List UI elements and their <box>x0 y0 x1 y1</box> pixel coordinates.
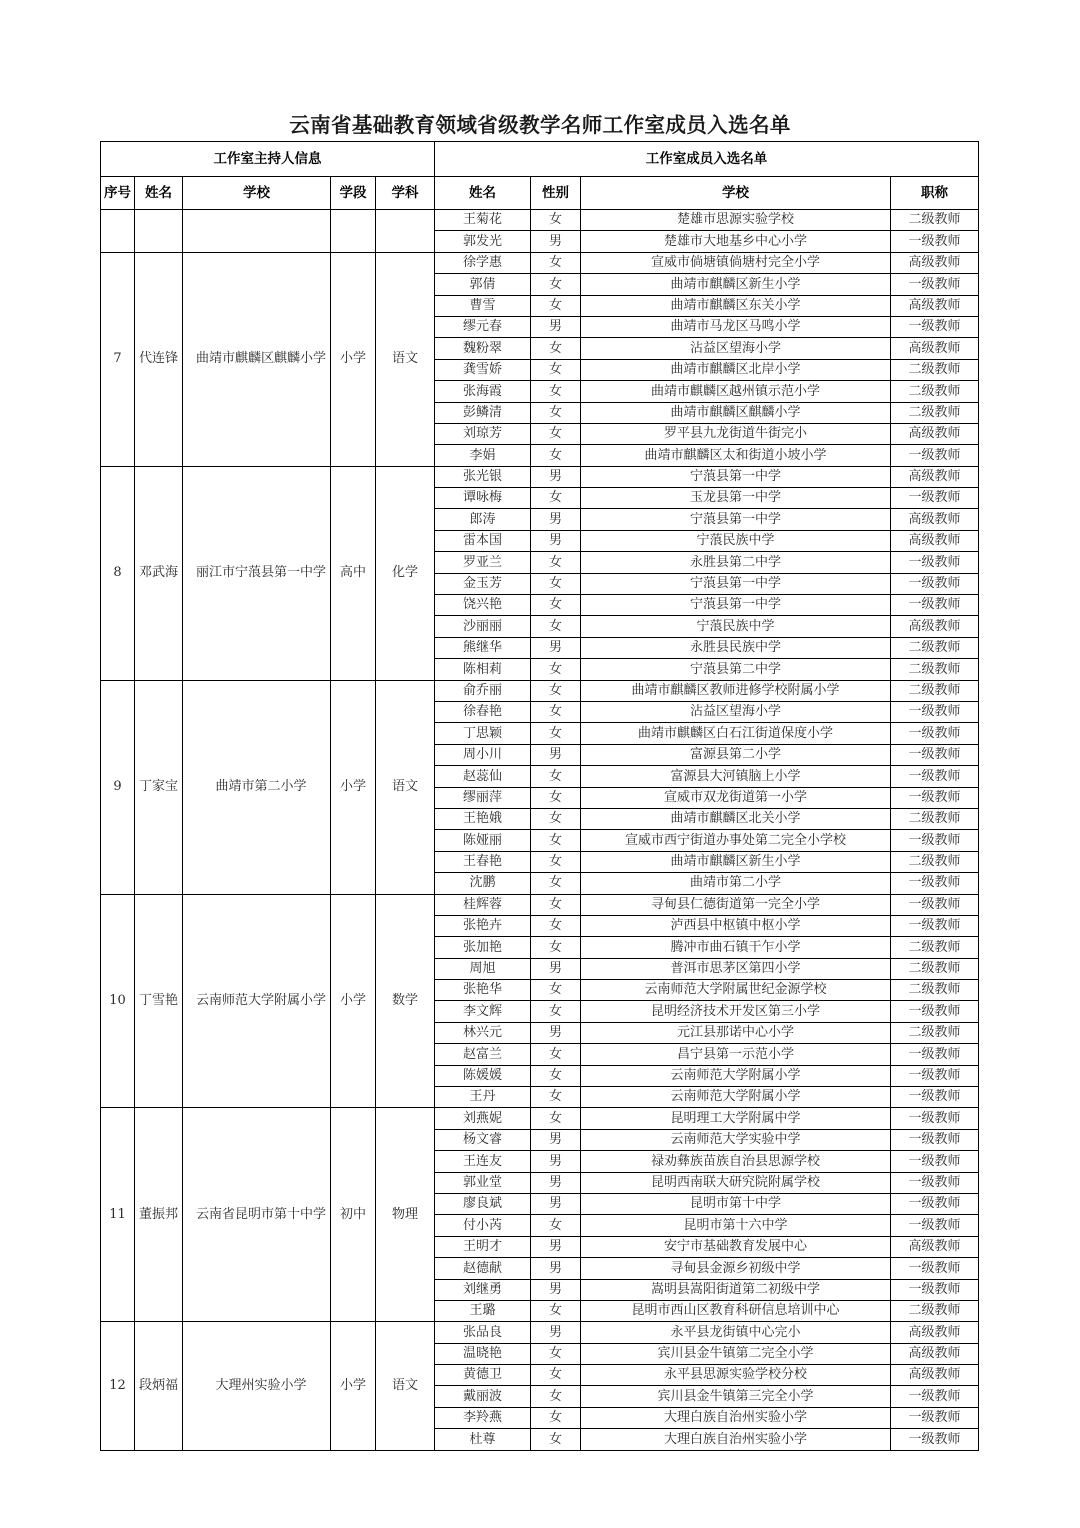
cell-subject: 语文 <box>376 1322 435 1450</box>
cell-member-school: 永平县龙街镇中心完小 <box>581 1322 891 1343</box>
cell-gender: 女 <box>531 1001 581 1022</box>
cell-title: 二级教师 <box>891 637 979 658</box>
cell-member-school: 曲靖市麒麟区太和街道小坡小学 <box>581 445 891 466</box>
cell-member-name: 罗亚兰 <box>435 552 531 573</box>
cell-gender: 女 <box>531 295 581 316</box>
cell-title: 一级教师 <box>891 552 979 573</box>
cell-title: 一级教师 <box>891 445 979 466</box>
cell-title: 一级教师 <box>891 1087 979 1108</box>
cell-member-school: 富源县大河镇脑上小学 <box>581 766 891 787</box>
cell-member-name: 李羚燕 <box>435 1407 531 1428</box>
cell-member-school: 宣威市倘塘镇倘塘村完全小学 <box>581 252 891 273</box>
cell-member-name: 张艳华 <box>435 980 531 1001</box>
cell-member-school: 大理白族自治州实验小学 <box>581 1429 891 1450</box>
cell-gender: 女 <box>531 359 581 380</box>
cell-member-school: 沾益区望海小学 <box>581 701 891 722</box>
cell-member-school: 曲靖市麒麟区新生小学 <box>581 851 891 872</box>
cell-gender: 女 <box>531 659 581 680</box>
cell-title: 一级教师 <box>891 1129 979 1150</box>
cell-title: 二级教师 <box>891 210 979 231</box>
cell-title: 高级教师 <box>891 1365 979 1386</box>
cell-member-name: 廖良斌 <box>435 1193 531 1214</box>
cell-gender: 女 <box>531 1429 581 1450</box>
cell-seq: 8 <box>101 466 135 680</box>
table-row <box>101 1108 979 1129</box>
cell-member-school: 楚雄市思源实验学校 <box>581 210 891 231</box>
cell-member-school: 富源县第二小学 <box>581 744 891 765</box>
cell-host-school <box>183 210 331 253</box>
cell-host-school <box>183 466 331 680</box>
cell-host-school <box>183 1322 331 1450</box>
cell-member-name: 戴丽波 <box>435 1386 531 1407</box>
cell-member-name: 丁思颖 <box>435 723 531 744</box>
cell-gender: 女 <box>531 381 581 402</box>
cell-gender: 女 <box>531 1044 581 1065</box>
cell-member-school: 曲靖市麒麟区北岸小学 <box>581 359 891 380</box>
cell-gender: 男 <box>531 1151 581 1172</box>
cell-member-name: 饶兴艳 <box>435 595 531 616</box>
cell-title: 一级教师 <box>891 766 979 787</box>
cell-host-school <box>183 1108 331 1322</box>
cell-member-name: 龚雪娇 <box>435 359 531 380</box>
cell-title: 一级教师 <box>891 1172 979 1193</box>
cell-seq: 7 <box>101 252 135 466</box>
cell-member-school: 禄劝彝族苗族自治县思源学校 <box>581 1151 891 1172</box>
cell-gender: 男 <box>531 958 581 979</box>
cell-gender: 男 <box>531 744 581 765</box>
cell-title: 高级教师 <box>891 616 979 637</box>
cell-member-school: 大理白族自治州实验小学 <box>581 1407 891 1428</box>
cell-member-name: 付小芮 <box>435 1215 531 1236</box>
cell-member-name: 林兴元 <box>435 1022 531 1043</box>
cell-title: 高级教师 <box>891 252 979 273</box>
cell-member-school: 宁蒗县第一中学 <box>581 595 891 616</box>
cell-title: 一级教师 <box>891 573 979 594</box>
cell-member-name: 李文辉 <box>435 1001 531 1022</box>
cell-member-name: 刘琼芳 <box>435 423 531 444</box>
cell-host-name: 邓武海 <box>135 466 183 680</box>
cell-seq: 11 <box>101 1108 135 1322</box>
cell-member-school: 寻甸县仁德街道第一完全小学 <box>581 894 891 915</box>
column-header-row <box>101 177 979 210</box>
cell-member-school: 永平县思源实验学校分校 <box>581 1365 891 1386</box>
cell-title: 一级教师 <box>891 894 979 915</box>
roster-table-container <box>100 141 978 1451</box>
cell-title: 一级教师 <box>891 1215 979 1236</box>
host-school-text: 云南省昆明市第十中学 <box>195 1207 326 1223</box>
cell-member-school: 罗平县九龙街道牛街完小 <box>581 423 891 444</box>
cell-member-name: 沙丽丽 <box>435 616 531 637</box>
table-header <box>101 142 979 210</box>
cell-member-school: 昆明市第十六中学 <box>581 1215 891 1236</box>
cell-gender: 女 <box>531 701 581 722</box>
cell-gender: 女 <box>531 573 581 594</box>
cell-member-name: 俞乔丽 <box>435 680 531 701</box>
cell-seq <box>101 210 135 253</box>
cell-member-school: 玉龙县第一中学 <box>581 488 891 509</box>
cell-member-school: 曲靖市麒麟区东关小学 <box>581 295 891 316</box>
cell-gender: 男 <box>531 1172 581 1193</box>
cell-stage: 小学 <box>331 1322 376 1450</box>
column-header-host-name: 姓名 <box>135 177 183 210</box>
cell-gender: 女 <box>531 595 581 616</box>
cell-gender: 女 <box>531 723 581 744</box>
cell-gender: 女 <box>531 1215 581 1236</box>
cell-member-name: 陈媛媛 <box>435 1065 531 1086</box>
cell-subject <box>376 210 435 253</box>
cell-gender: 女 <box>531 210 581 231</box>
cell-subject: 物理 <box>376 1108 435 1322</box>
cell-title: 一级教师 <box>891 1279 979 1300</box>
cell-member-school: 曲靖市马龙区马鸣小学 <box>581 316 891 337</box>
cell-subject: 语文 <box>376 680 435 894</box>
cell-member-name: 徐学惠 <box>435 252 531 273</box>
cell-host-name: 丁家宝 <box>135 680 183 894</box>
cell-gender: 女 <box>531 1407 581 1428</box>
cell-member-name: 杜尊 <box>435 1429 531 1450</box>
cell-member-school: 永胜县民族中学 <box>581 637 891 658</box>
cell-member-school: 昌宁县第一示范小学 <box>581 1044 891 1065</box>
cell-member-name: 周小川 <box>435 744 531 765</box>
column-header-seq: 序号 <box>101 177 135 210</box>
host-school-text: 曲靖市麒麟区麒麟小学 <box>195 351 326 367</box>
cell-host-name: 董振邦 <box>135 1108 183 1322</box>
cell-member-school: 昆明市第十中学 <box>581 1193 891 1214</box>
roster-table <box>100 141 979 1451</box>
cell-member-school: 宁蒗民族中学 <box>581 616 891 637</box>
cell-member-name: 王璐 <box>435 1300 531 1321</box>
cell-member-name: 郭发光 <box>435 231 531 252</box>
cell-title: 一级教师 <box>891 1429 979 1450</box>
cell-gender: 男 <box>531 1279 581 1300</box>
cell-title: 高级教师 <box>891 423 979 444</box>
cell-member-name: 李娟 <box>435 445 531 466</box>
cell-gender: 男 <box>531 509 581 530</box>
cell-member-school: 沾益区望海小学 <box>581 338 891 359</box>
cell-member-name: 刘燕妮 <box>435 1108 531 1129</box>
cell-title: 一级教师 <box>891 1193 979 1214</box>
cell-member-name: 缪丽萍 <box>435 787 531 808</box>
cell-member-name: 张海霞 <box>435 381 531 402</box>
cell-member-school: 腾冲市曲石镇干乍小学 <box>581 937 891 958</box>
cell-stage: 小学 <box>331 252 376 466</box>
cell-gender: 女 <box>531 894 581 915</box>
cell-title: 一级教师 <box>891 830 979 851</box>
cell-gender: 女 <box>531 915 581 936</box>
cell-member-school: 宁蒗县第一中学 <box>581 573 891 594</box>
cell-member-name: 张加艳 <box>435 937 531 958</box>
cell-member-name: 魏粉翠 <box>435 338 531 359</box>
cell-member-school: 曲靖市麒麟区白石江街道保度小学 <box>581 723 891 744</box>
cell-gender: 男 <box>531 1022 581 1043</box>
cell-member-school: 寻甸县金源乡初级中学 <box>581 1258 891 1279</box>
column-header-subject: 学科 <box>376 177 435 210</box>
host-school-text: 大理州实验小学 <box>215 1378 307 1394</box>
column-header-member-school: 学校 <box>581 177 891 210</box>
cell-gender: 女 <box>531 488 581 509</box>
cell-member-name: 杨文睿 <box>435 1129 531 1150</box>
cell-stage: 小学 <box>331 680 376 894</box>
cell-member-name: 温晓艳 <box>435 1343 531 1364</box>
group-header-members: 工作室成员入选名单 <box>435 142 979 177</box>
cell-title: 一级教师 <box>891 1108 979 1129</box>
cell-gender: 男 <box>531 466 581 487</box>
cell-member-name: 郭倩 <box>435 274 531 295</box>
cell-title: 二级教师 <box>891 680 979 701</box>
cell-title: 一级教师 <box>891 1044 979 1065</box>
cell-title: 二级教师 <box>891 402 979 423</box>
cell-gender: 女 <box>531 787 581 808</box>
cell-member-school: 宁蒗县第一中学 <box>581 466 891 487</box>
cell-title: 一级教师 <box>891 488 979 509</box>
cell-gender: 女 <box>531 616 581 637</box>
cell-member-name: 曹雪 <box>435 295 531 316</box>
page-title: 云南省基础教育领域省级教学名师工作室成员入选名单 <box>289 113 791 137</box>
cell-title: 一级教师 <box>891 1065 979 1086</box>
cell-gender: 女 <box>531 252 581 273</box>
cell-host-name: 段炳福 <box>135 1322 183 1450</box>
cell-gender: 女 <box>531 1108 581 1129</box>
cell-gender: 女 <box>531 445 581 466</box>
column-header-title: 职称 <box>891 177 979 210</box>
cell-title: 一级教师 <box>891 744 979 765</box>
cell-member-name: 王艳娥 <box>435 808 531 829</box>
cell-member-name: 谭咏梅 <box>435 488 531 509</box>
cell-gender: 女 <box>531 274 581 295</box>
cell-title: 一级教师 <box>891 1001 979 1022</box>
cell-member-school: 曲靖市麒麟区麒麟小学 <box>581 402 891 423</box>
cell-gender: 女 <box>531 1087 581 1108</box>
cell-gender: 女 <box>531 423 581 444</box>
cell-seq: 9 <box>101 680 135 894</box>
cell-title: 二级教师 <box>891 937 979 958</box>
cell-member-school: 宾川县金牛镇第二完全小学 <box>581 1343 891 1364</box>
cell-gender: 男 <box>531 637 581 658</box>
cell-title: 一级教师 <box>891 873 979 894</box>
cell-title: 二级教师 <box>891 381 979 402</box>
cell-host-school <box>183 680 331 894</box>
cell-gender: 女 <box>531 937 581 958</box>
cell-stage <box>331 210 376 253</box>
column-header-gender: 性别 <box>531 177 581 210</box>
cell-title: 二级教师 <box>891 958 979 979</box>
table-row <box>101 1322 979 1343</box>
cell-member-school: 昆明经济技术开发区第三小学 <box>581 1001 891 1022</box>
cell-gender: 女 <box>531 1065 581 1086</box>
host-school-text: 丽江市宁蒗县第一中学 <box>195 565 326 581</box>
cell-member-name: 张光银 <box>435 466 531 487</box>
table-row <box>101 466 979 487</box>
cell-title: 一级教师 <box>891 701 979 722</box>
cell-member-school: 曲靖市麒麟区教师进修学校附属小学 <box>581 680 891 701</box>
cell-gender: 女 <box>531 338 581 359</box>
table-body <box>101 210 979 1451</box>
cell-member-name: 刘继勇 <box>435 1279 531 1300</box>
cell-member-school: 曲靖市麒麟区新生小学 <box>581 274 891 295</box>
table-row <box>101 210 979 231</box>
cell-gender: 女 <box>531 980 581 1001</box>
cell-gender: 女 <box>531 680 581 701</box>
cell-title: 高级教师 <box>891 338 979 359</box>
cell-member-school: 云南师范大学实验中学 <box>581 1129 891 1150</box>
cell-title: 一级教师 <box>891 1386 979 1407</box>
cell-member-name: 张艳卉 <box>435 915 531 936</box>
cell-member-name: 王明才 <box>435 1236 531 1257</box>
cell-title: 一级教师 <box>891 231 979 252</box>
cell-gender: 女 <box>531 402 581 423</box>
cell-subject: 数学 <box>376 894 435 1108</box>
cell-gender: 女 <box>531 1365 581 1386</box>
cell-title: 二级教师 <box>891 1300 979 1321</box>
cell-gender: 男 <box>531 1322 581 1343</box>
cell-member-name: 周旭 <box>435 958 531 979</box>
host-school-text: 曲靖市第二小学 <box>215 779 307 795</box>
cell-member-name: 王丹 <box>435 1087 531 1108</box>
cell-gender: 女 <box>531 766 581 787</box>
cell-title: 二级教师 <box>891 808 979 829</box>
cell-title: 高级教师 <box>891 1343 979 1364</box>
cell-gender: 女 <box>531 808 581 829</box>
cell-member-name: 张品良 <box>435 1322 531 1343</box>
cell-host-name: 代连锋 <box>135 252 183 466</box>
cell-title: 高级教师 <box>891 295 979 316</box>
column-header-stage: 学段 <box>331 177 376 210</box>
cell-member-school: 泸西县中枢镇中枢小学 <box>581 915 891 936</box>
cell-member-school: 宾川县金牛镇第三完全小学 <box>581 1386 891 1407</box>
cell-member-school: 云南师范大学附属小学 <box>581 1065 891 1086</box>
cell-member-name: 沈鹏 <box>435 873 531 894</box>
cell-member-name: 赵富兰 <box>435 1044 531 1065</box>
cell-subject: 语文 <box>376 252 435 466</box>
table-row <box>101 680 979 701</box>
cell-gender: 男 <box>531 1129 581 1150</box>
cell-member-name: 黄德卫 <box>435 1365 531 1386</box>
cell-host-name: 丁雪艳 <box>135 894 183 1108</box>
cell-gender: 女 <box>531 1300 581 1321</box>
table-row <box>101 894 979 915</box>
cell-title: 高级教师 <box>891 509 979 530</box>
cell-gender: 男 <box>531 1236 581 1257</box>
cell-member-school: 永胜县第二中学 <box>581 552 891 573</box>
cell-member-name: 彭鳞清 <box>435 402 531 423</box>
cell-gender: 女 <box>531 552 581 573</box>
cell-member-school: 曲靖市麒麟区北关小学 <box>581 808 891 829</box>
cell-host-school <box>183 894 331 1108</box>
cell-title: 一级教师 <box>891 1407 979 1428</box>
cell-member-school: 元江县那诺中心小学 <box>581 1022 891 1043</box>
cell-stage: 初中 <box>331 1108 376 1322</box>
table-row <box>101 252 979 273</box>
cell-member-name: 陈相莉 <box>435 659 531 680</box>
cell-member-school: 昆明市西山区教育科研信息培训中心 <box>581 1300 891 1321</box>
cell-title: 高级教师 <box>891 1236 979 1257</box>
cell-gender: 女 <box>531 1386 581 1407</box>
cell-title: 高级教师 <box>891 530 979 551</box>
cell-member-school: 昆明理工大学附属中学 <box>581 1108 891 1129</box>
cell-gender: 女 <box>531 1343 581 1364</box>
cell-member-school: 宣威市双龙街道第一小学 <box>581 787 891 808</box>
cell-member-school: 宁蒗县第二中学 <box>581 659 891 680</box>
cell-title: 二级教师 <box>891 851 979 872</box>
cell-stage: 高中 <box>331 466 376 680</box>
cell-member-name: 郎涛 <box>435 509 531 530</box>
cell-gender: 男 <box>531 1258 581 1279</box>
cell-member-school: 宁蒗县第一中学 <box>581 509 891 530</box>
cell-host-name <box>135 210 183 253</box>
cell-member-name: 雷本国 <box>435 530 531 551</box>
cell-member-school: 宁蒗民族中学 <box>581 530 891 551</box>
cell-member-name: 金玉芳 <box>435 573 531 594</box>
cell-gender: 男 <box>531 530 581 551</box>
cell-member-school: 楚雄市大地基乡中心小学 <box>581 231 891 252</box>
cell-title: 一级教师 <box>891 1258 979 1279</box>
cell-title: 一级教师 <box>891 595 979 616</box>
cell-member-school: 曲靖市麒麟区越州镇示范小学 <box>581 381 891 402</box>
group-header-host: 工作室主持人信息 <box>101 142 435 177</box>
group-header-row <box>101 142 979 177</box>
cell-title: 二级教师 <box>891 359 979 380</box>
cell-member-name: 徐春艳 <box>435 701 531 722</box>
cell-member-school: 嵩明县嵩阳街道第二初级中学 <box>581 1279 891 1300</box>
cell-title: 一级教师 <box>891 723 979 744</box>
cell-member-name: 王菊花 <box>435 210 531 231</box>
cell-member-school: 云南师范大学附属小学 <box>581 1087 891 1108</box>
cell-title: 一级教师 <box>891 1151 979 1172</box>
cell-title: 高级教师 <box>891 1322 979 1343</box>
cell-title: 一级教师 <box>891 915 979 936</box>
cell-member-name: 桂辉蓉 <box>435 894 531 915</box>
cell-subject: 化学 <box>376 466 435 680</box>
cell-title: 二级教师 <box>891 1022 979 1043</box>
cell-member-school: 曲靖市第二小学 <box>581 873 891 894</box>
cell-title: 二级教师 <box>891 659 979 680</box>
cell-title: 一级教师 <box>891 787 979 808</box>
cell-title: 高级教师 <box>891 466 979 487</box>
cell-member-name: 王春艳 <box>435 851 531 872</box>
cell-title: 一级教师 <box>891 316 979 337</box>
cell-member-school: 安宁市基础教育发展中心 <box>581 1236 891 1257</box>
cell-member-school: 普洱市思茅区第四小学 <box>581 958 891 979</box>
cell-gender: 女 <box>531 851 581 872</box>
cell-host-school <box>183 252 331 466</box>
column-header-host-school: 学校 <box>183 177 331 210</box>
cell-member-name: 陈娅丽 <box>435 830 531 851</box>
cell-member-name: 缪元春 <box>435 316 531 337</box>
cell-gender: 女 <box>531 873 581 894</box>
cell-seq: 12 <box>101 1322 135 1450</box>
cell-member-school: 宣威市西宁街道办事处第二完全小学校 <box>581 830 891 851</box>
cell-gender: 女 <box>531 830 581 851</box>
cell-member-name: 赵德献 <box>435 1258 531 1279</box>
cell-stage: 小学 <box>331 894 376 1108</box>
column-header-member-name: 姓名 <box>435 177 531 210</box>
cell-gender: 男 <box>531 1193 581 1214</box>
host-school-text: 云南师范大学附属小学 <box>195 993 326 1009</box>
cell-member-school: 云南师范大学附属世纪金源学校 <box>581 980 891 1001</box>
cell-gender: 男 <box>531 231 581 252</box>
cell-title: 二级教师 <box>891 980 979 1001</box>
cell-member-name: 郭业堂 <box>435 1172 531 1193</box>
cell-seq: 10 <box>101 894 135 1108</box>
cell-member-name: 赵蕊仙 <box>435 766 531 787</box>
cell-title: 一级教师 <box>891 274 979 295</box>
cell-member-name: 熊继华 <box>435 637 531 658</box>
cell-gender: 男 <box>531 316 581 337</box>
cell-member-school: 昆明西南联大研究院附属学校 <box>581 1172 891 1193</box>
cell-member-name: 王连友 <box>435 1151 531 1172</box>
